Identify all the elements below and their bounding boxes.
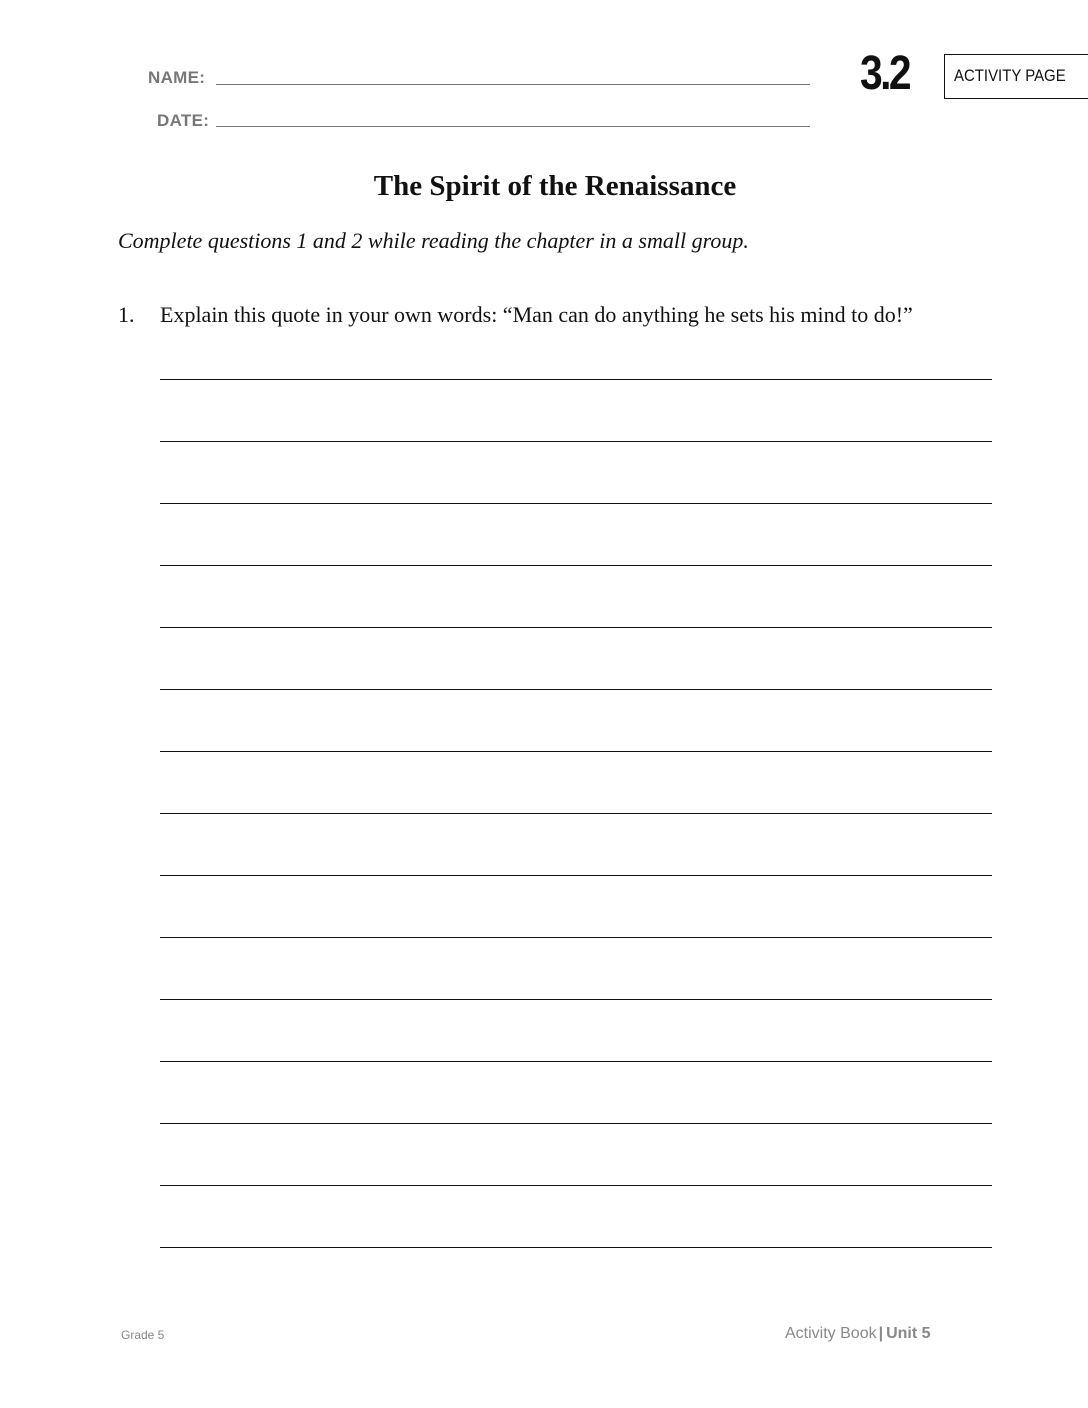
name-line[interactable] bbox=[216, 84, 810, 85]
answer-line[interactable] bbox=[160, 1185, 992, 1247]
question-text: Explain this quote in your own words: “Man can do anything he sets his mind to do!” bbox=[160, 302, 913, 327]
footer-book: Activity Book bbox=[785, 1325, 877, 1342]
footer-unit: Unit 5 bbox=[886, 1325, 931, 1342]
answer-line[interactable] bbox=[160, 1247, 992, 1309]
answer-line[interactable] bbox=[160, 937, 992, 999]
page-number: 3.2 bbox=[860, 47, 910, 100]
answer-line[interactable] bbox=[160, 1061, 992, 1123]
answer-line[interactable] bbox=[160, 441, 992, 503]
instructions: Complete questions 1 and 2 while reading the chapter in a small group. bbox=[118, 228, 749, 253]
answer-lines bbox=[160, 379, 992, 1309]
answer-line[interactable] bbox=[160, 875, 992, 937]
page-title: The Spirit of the Renaissance bbox=[373, 170, 737, 202]
date-label: DATE: bbox=[157, 111, 210, 130]
answer-line[interactable] bbox=[160, 1123, 992, 1185]
answer-line[interactable] bbox=[160, 689, 992, 751]
question-number: 1. bbox=[118, 302, 135, 327]
answer-line[interactable] bbox=[160, 627, 992, 689]
answer-line[interactable] bbox=[160, 503, 992, 565]
answer-line[interactable] bbox=[160, 751, 992, 813]
date-line[interactable] bbox=[216, 126, 810, 127]
name-label: NAME: bbox=[148, 68, 206, 87]
answer-line[interactable] bbox=[160, 813, 992, 875]
answer-line[interactable] bbox=[160, 999, 992, 1061]
footer-separator: | bbox=[878, 1325, 884, 1342]
answer-line[interactable] bbox=[160, 379, 992, 441]
answer-line[interactable] bbox=[160, 565, 992, 627]
footer-grade: Grade 5 bbox=[121, 1328, 165, 1342]
activity-page-label: ACTIVITY PAGE bbox=[954, 66, 1066, 85]
footer-book-unit bbox=[785, 1325, 931, 1343]
